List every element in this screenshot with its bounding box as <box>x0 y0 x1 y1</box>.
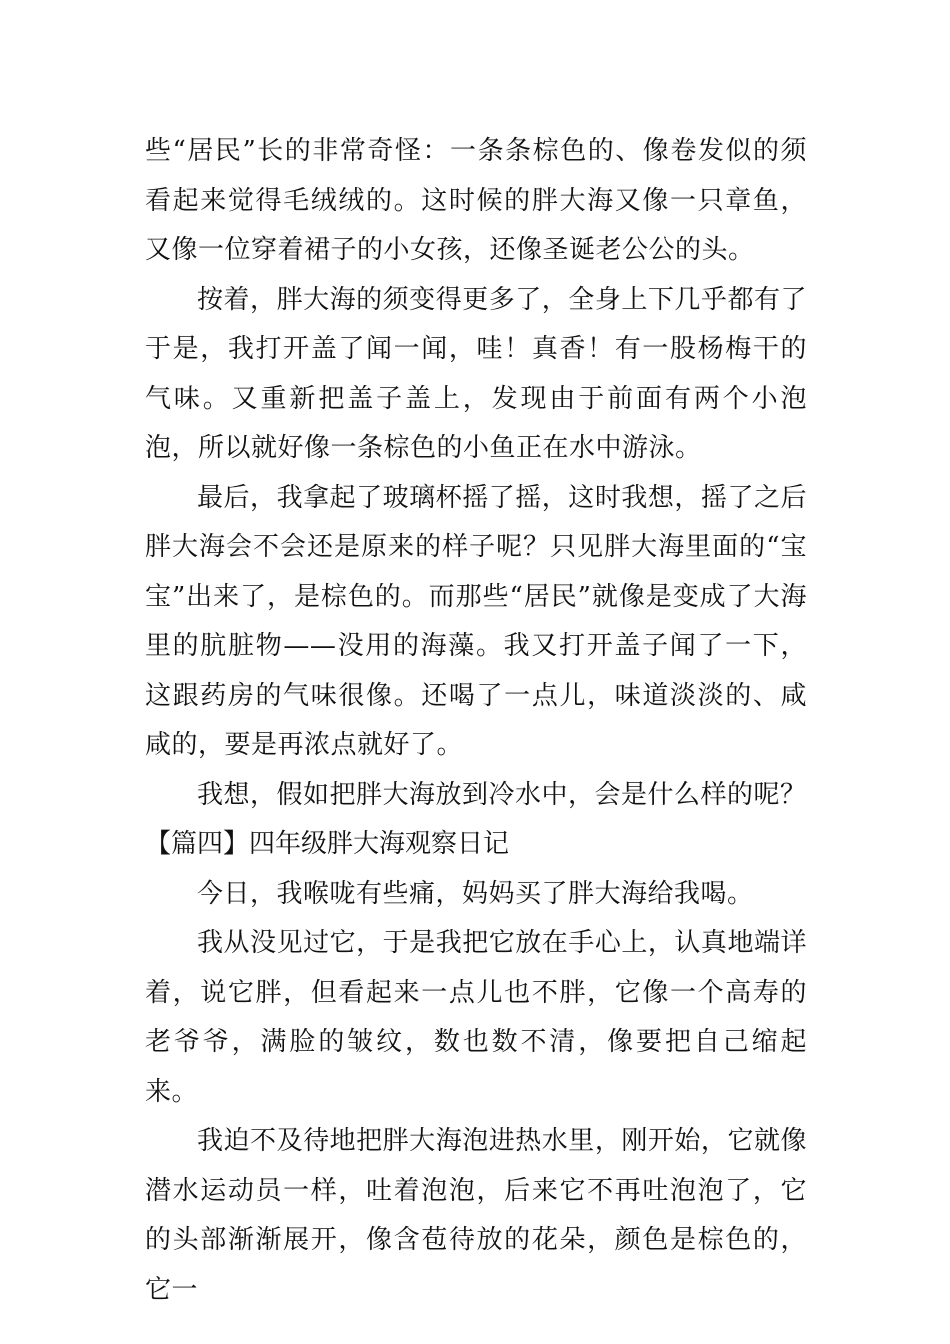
paragraph-cold-water-question: 我想，假如把胖大海放到冷水中，会是什么样的呢？ <box>197 779 807 810</box>
paragraph-shake-glass: 最后，我拿起了玻璃杯摇了摇，这时我想，摇了之后胖大海会不会还是原来的样子呢？只见胖大海里面的“宝宝”出来了，是棕色的。而那些“居民”就像是变成了大海里的肮脏物——没用的海藻。我又打开盖子闻了一下，这跟药房的气味很像。还喝了一点儿，味道淡淡的、咸咸的，要是再浓点就好了。 <box>145 482 807 760</box>
paragraph-居民-description: 些“居民”长的非常奇怪：一条条棕色的、像卷发似的须看起来觉得毛绒绒的。这时候的胖大海又像一只章鱼，又像一位穿着裙子的小女孩，还像圣诞老公公的头。 <box>145 136 807 265</box>
paragraph-whiskers-smell: 按着，胖大海的须变得更多了，全身上下几乎都有了于是，我打开盖了闻一闻，哇！真香！有一股杨梅干的气味。又重新把盖子盖上，发现由于前面有两个小泡泡，所以就好像一条棕色的小鱼正在水中游泳。 <box>145 284 807 463</box>
paragraph-hot-water: 我迫不及待地把胖大海泡进热水里，刚开始，它就像潜水运动员一样，吐着泡泡，后来它不再吐泡泡了，它的头部渐渐展开，像含苞待放的花朵，颜色是棕色的，它一 <box>145 1126 807 1305</box>
paragraph-first-look: 我从没见过它，于是我把它放在手心上，认真地端详着，说它胖，但看起来一点儿也不胖，它像一个高寿的老爷爷，满脸的皱纹，数也数不清，像要把自己缩起来。 <box>145 928 807 1107</box>
paragraph-sore-throat: 今日，我喉咙有些痛，妈妈买了胖大海给我喝。 <box>197 878 754 909</box>
document-page <box>145 127 807 1315</box>
section-heading: 【篇四】四年级胖大海观察日记 <box>145 829 510 859</box>
